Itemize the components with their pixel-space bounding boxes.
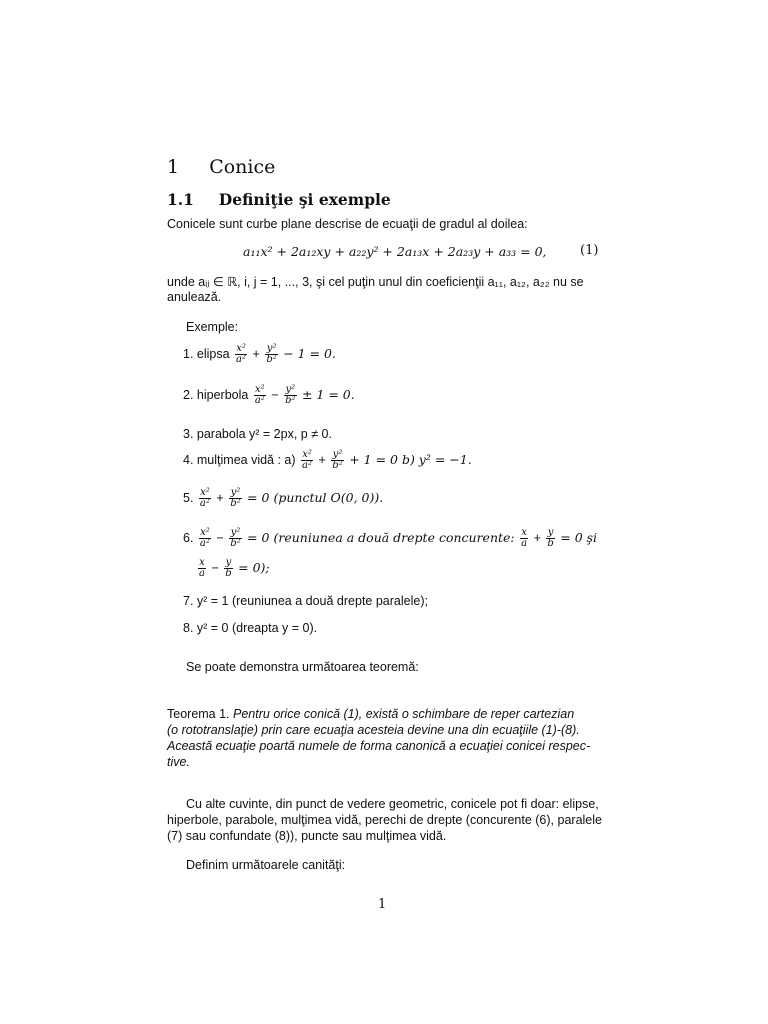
condition-line-1: unde aᵢⱼ ∈ ℝ, i, j = 1, ..., 3, şi cel puţin unul din coeficienţii a₁₁, a₁₂, a₂₂ nu se	[167, 275, 584, 289]
fraction: $\frac{\text{y²}}{\text{b²}}$	[230, 487, 241, 509]
theorem-line-2: (o rototranslaţie) prin care ecuaţia acesteia devine una din ecuaţiile (1)-(8).	[167, 723, 580, 737]
example-4-label: 4. mulţimea vidă : a)	[183, 452, 296, 467]
fraction: $\frac{x}{a}$	[521, 527, 528, 549]
example-1	[183, 344, 336, 365]
minus-sign: −	[216, 530, 224, 545]
theorem-line-1	[167, 707, 574, 721]
fraction: $\frac{x}{a}$	[199, 557, 205, 579]
minus-sign: −	[271, 387, 279, 402]
example-7: 7. y² = 1 (reuniunea a două drepte paralele);	[183, 594, 428, 608]
theorem-text: Pentru orice conică (1), există o schimbare de reper cartezian	[233, 707, 575, 721]
example-2-label: 2. hiperbola	[183, 387, 249, 402]
paragraph-line-3: (7) sau confundate (8)), puncte sau mulţimea vidă.	[167, 829, 447, 843]
example-5	[183, 488, 383, 509]
example-2-tail: ± 1 = 0.	[301, 386, 355, 402]
example-6-label: 6.	[183, 530, 194, 545]
define-line: Definim următoarele canităţi:	[186, 858, 346, 872]
fraction: $\frac{y}{b}$	[547, 527, 554, 549]
fraction: $\frac{\text{x²}}{\text{a²}}$	[199, 487, 210, 509]
condition-line-2: anulează.	[167, 290, 222, 304]
section-number: 1	[167, 156, 180, 178]
fraction: $\frac{\text{x²}}{\text{a²}}$	[199, 527, 210, 549]
fraction: $\frac{\text{x²}}{\text{a²}}$	[236, 343, 247, 365]
example-5-label: 5.	[183, 490, 194, 505]
fraction: $\frac{\text{x²}}{\text{a²}}$	[302, 449, 313, 471]
subsection-number: 1.1	[167, 190, 194, 209]
plus-sign: +	[533, 530, 541, 545]
paragraph-line-2: hiperbole, parabole, mulţimea vidă, perechi de drepte (concurente (6), paralele	[167, 813, 602, 827]
paragraph-line-1: Cu alte cuvinte, din punct de vedere geometric, conicele pot fi doar: elipse,	[186, 797, 599, 811]
fraction: $\frac{\text{y²}}{\text{b²}}$	[332, 449, 343, 471]
theorem-line-3: Această ecuaţie poartă numele de forma canonică a ecuaţiei conicei respec-	[167, 739, 591, 753]
fraction: $\frac{\text{y²}}{\text{b²}}$	[285, 384, 296, 406]
plus-sign: +	[216, 490, 224, 505]
fraction: $\frac{\text{y²}}{\text{b²}}$	[230, 527, 241, 549]
section-heading	[167, 156, 275, 178]
subsection-heading	[167, 190, 391, 209]
section-title: Conice	[209, 156, 276, 178]
minus-sign: −	[211, 560, 219, 575]
example-1-tail: − 1 = 0.	[283, 345, 336, 361]
example-6-line-2-tail: = 0);	[238, 559, 270, 575]
example-2	[183, 385, 355, 406]
example-3: 3. parabola y² = 2px, p ≠ 0.	[183, 427, 332, 441]
theorem-line-4: tive.	[167, 755, 190, 769]
example-4-tail: + 1 = 0 b) y² = −1.	[349, 451, 472, 467]
fraction: $\frac{\text{x²}}{\text{a²}}$	[254, 384, 265, 406]
theorem-label: Teorema 1.	[167, 707, 230, 721]
equation-number: (1)	[580, 243, 599, 258]
page-number: 1	[378, 897, 387, 912]
fraction: $\frac{\text{y²}}{\text{b²}}$	[266, 343, 277, 365]
main-equation: a₁₁x² + 2a₁₂xy + a₂₂y² + 2a₁₃x + 2a₂₃y + a₃₃ = 0,	[243, 244, 547, 259]
example-6-mid: = 0 şi	[560, 529, 598, 545]
example-6-tail: = 0 (reuniunea a două drepte concurente:	[247, 529, 515, 545]
example-5-tail: = 0 (punctul O(0, 0)).	[247, 489, 384, 505]
subsection-title: Definiţie şi exemple	[218, 190, 391, 209]
example-6-line-2	[196, 558, 270, 579]
plus-sign: +	[252, 346, 260, 361]
plus-sign: +	[318, 452, 326, 467]
examples-heading: Exemple:	[186, 320, 239, 334]
example-6	[183, 528, 597, 549]
example-4	[183, 450, 472, 471]
fraction: $\frac{y}{b}$	[225, 557, 232, 579]
example-8: 8. y² = 0 (dreapta y = 0).	[183, 621, 318, 635]
intro-text: Conicele sunt curbe plane descrise de ecuaţii de gradul al doilea:	[167, 217, 528, 231]
example-1-label: 1. elipsa	[183, 346, 230, 361]
lead-theorem: Se poate demonstra următoarea teoremă:	[186, 660, 419, 674]
